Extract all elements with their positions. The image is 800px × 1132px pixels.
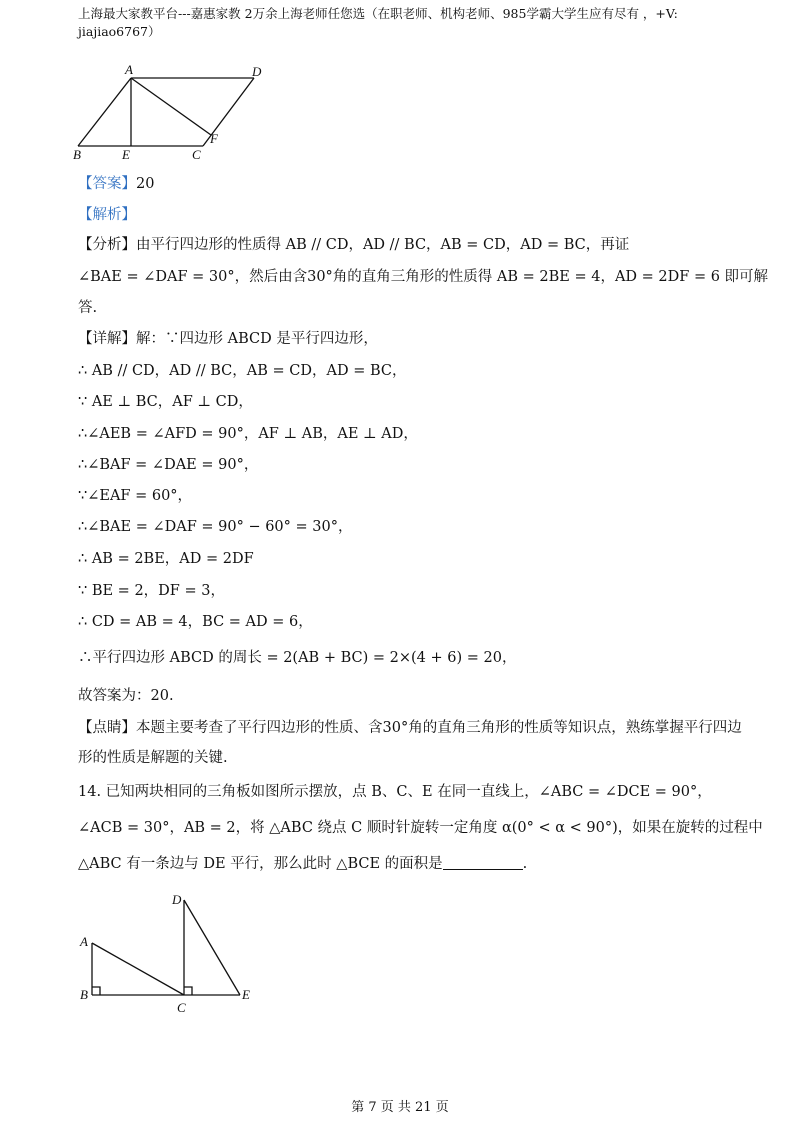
detail-line-7: ∴ AB = 2BE，AD = 2DF (78, 551, 254, 567)
detail-text-0: 解：∵四边形 ABCD 是平行四边形， (136, 331, 378, 347)
label-F: F (210, 131, 218, 146)
right-angle-mark-B (92, 987, 100, 995)
detail-line-8: ∵ BE = 2，DF = 3， (78, 583, 225, 599)
fenxi-text-1: 由平行四边形的性质得 AB // CD，AD // BC，AB = CD，AD = BC，再证 (136, 237, 630, 253)
label-B: B (73, 147, 81, 162)
fenxi-tag: 【分析】 (78, 237, 136, 253)
q14-line-2: ∠ACB = 30°，AB = 2，将 △ABC 绕点 C 顺时针旋转一定角度 α(0° < α < 90°)，如果在旋转的过程中 (78, 820, 763, 836)
dianjing-tag: 【点睛】 (78, 720, 136, 736)
detail-line-1: ∴ AB // CD，AD // BC，AB = CD，AD = BC， (78, 363, 407, 379)
analysis-tag: 【解析】 (78, 207, 136, 223)
fenxi-line-1 (78, 235, 629, 255)
q14-line-3 (78, 854, 527, 874)
label-E: E (242, 987, 250, 1002)
label-C: C (177, 1000, 186, 1015)
label-C: C (192, 147, 201, 162)
triangles-figure (74, 888, 274, 1018)
detail-line-2: ∵ AE ⊥ BC，AF ⊥ CD， (78, 394, 253, 410)
detail-line-9: ∴ CD = AB = 4，BC = AD = 6， (78, 614, 313, 630)
fenxi-line-3: 答. (78, 300, 98, 316)
segment-AC (92, 943, 184, 995)
detail-line-6: ∴∠BAE = ∠DAF = 90° − 60° = 30°， (78, 519, 353, 535)
answer-blank (443, 855, 523, 870)
answer-line (78, 174, 154, 194)
detail-line-3: ∴∠AEB = ∠AFD = 90°，AF ⊥ AB，AE ⊥ AD， (78, 426, 418, 442)
fenxi-line-2: ∠BAE = ∠DAF = 30°，然后由含30°角的直角三角形的性质得 AB = 2BE = 4，AD = 2DF = 6 即可解 (78, 269, 769, 285)
dianjing-line-2: 形的性质是解题的关键. (78, 750, 228, 766)
dianjing-line-1 (78, 718, 742, 738)
detail-line-11: 故答案为：20. (78, 688, 174, 704)
label-D: D (252, 64, 262, 79)
q14-line-1: 14. 已知两块相同的三角板如图所示摆放，点 B、C、E 在同一直线上，∠ABC = ∠DCE = 90°， (78, 784, 712, 800)
right-angle-mark-C (184, 987, 192, 995)
detail-line-10: ∴平行四边形 ABCD 的周长 = 2(AB + BC) = 2×(4 + 6) = 20， (78, 650, 517, 666)
q14-text-3-end: . (522, 856, 528, 872)
answer-value: 20 (136, 176, 155, 192)
segment-DE (184, 900, 240, 995)
label-A: A (125, 62, 133, 77)
parallelogram-figure (64, 60, 274, 168)
header-line-2: jiajiao6767） (78, 24, 161, 39)
label-A: A (80, 934, 88, 949)
page-number: 第 7 页 共 21 页 (351, 1100, 449, 1115)
label-B: B (80, 987, 88, 1002)
segment-AF (131, 78, 211, 135)
q14-text-3: △ABC 有一条边与 DE 平行，那么此时 △BCE 的面积是 (78, 856, 443, 872)
detail-line-4: ∴∠BAF = ∠DAE = 90°， (78, 457, 259, 473)
answer-tag: 【答案】 (78, 176, 136, 192)
segment-AB (78, 78, 131, 146)
label-E: E (122, 147, 130, 162)
dianjing-text-1: 本题主要考查了平行四边形的性质、含30°角的直角三角形的性质等知识点，熟练掌握平行四边 (136, 720, 742, 736)
detail-tag: 【详解】 (78, 331, 136, 347)
label-D: D (172, 892, 182, 907)
detail-line-0 (78, 329, 378, 349)
header-line-1: 上海最大家教平台---嘉惠家教 2万余上海老师任您选（在职老师、机构老师、985学霸大学生应有尽有 ，+V: (78, 6, 678, 21)
detail-line-5: ∵∠EAF = 60°， (78, 488, 193, 504)
